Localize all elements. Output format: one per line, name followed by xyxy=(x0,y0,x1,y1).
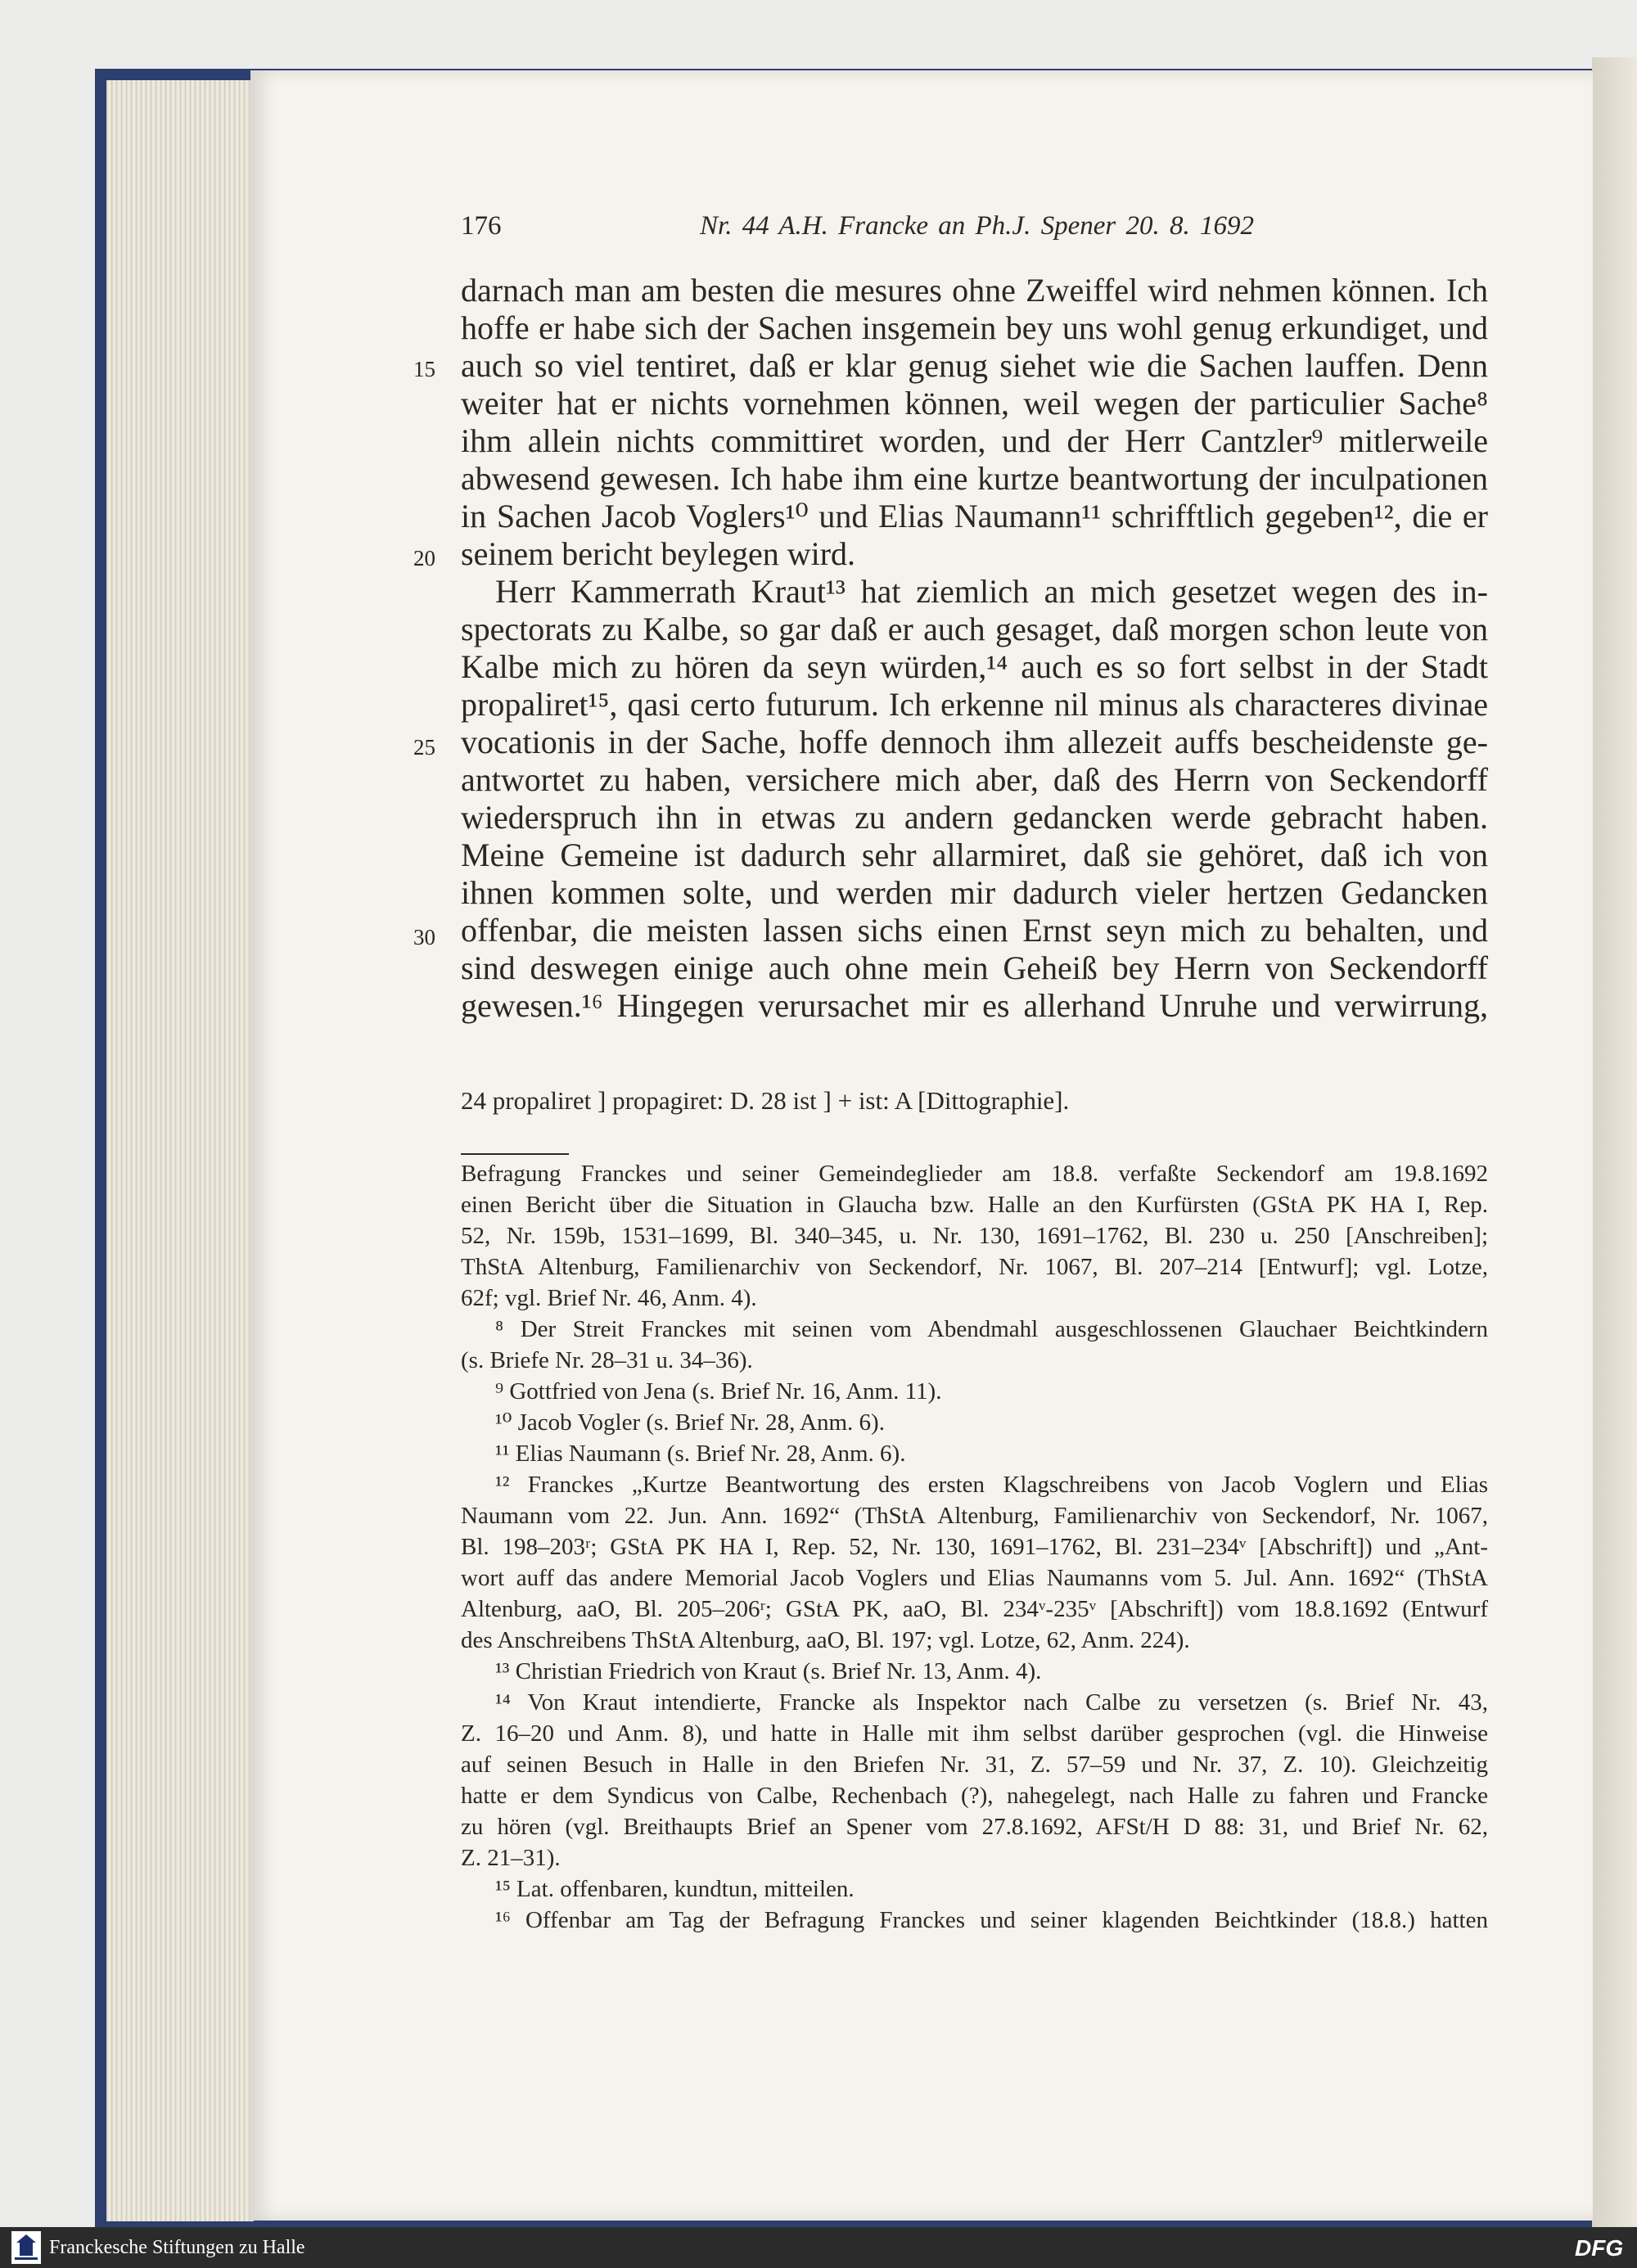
footnote-line: Altenburg, aaO, Bl. 205–206ʳ; GStA PK, aaO, Bl. 234ᵛ-235ᵛ [Abschrift]) vom 18.8.1692 (Entwurf xyxy=(461,1596,1488,1622)
footnote-8: ⁸ Der Streit Franckes mit seinen vom Abendmahl ausgeschlossenen Glauchaer Beichtkindern xyxy=(495,1316,1488,1342)
line-number: 25 xyxy=(413,735,435,760)
critical-apparatus: 24 propaliret ] propagiret: D. 28 ist ] + ist: A [Dittographie]. xyxy=(461,1086,1070,1115)
running-title: Nr. 44 A.H. Francke an Ph.J. Spener 20. 8. 1692 xyxy=(700,211,1254,241)
footnote-rule xyxy=(461,1153,569,1155)
dfg-logo[interactable]: DFG xyxy=(1575,2235,1624,2261)
body-line: vocationis in der Sache, hoffe dennoch ihm allezeit auffs bescheidenste ge- xyxy=(461,724,1488,760)
footnote-line: wort auff das andere Memorial Jacob Voglers und Elias Naumanns vom 5. Jul. Ann. 1692“ (ThStA xyxy=(461,1565,1488,1591)
body-line: propaliret¹⁵, qasi certo futurum. Ich erkenne nil minus als characteres divinae xyxy=(461,686,1488,723)
footnote-14: ¹⁴ Von Kraut intendierte, Francke als Inspektor nach Calbe zu versetzen (s. Brief Nr. 43, xyxy=(495,1689,1488,1716)
body-line: Meine Gemeine ist dadurch sehr allarmiret, daß sie gehöret, daß ich von xyxy=(461,836,1488,873)
facing-page-edge xyxy=(1592,57,1637,2227)
body-line: ihnen kommen solte, und werden mir dadurch vieler hertzen Gedancken xyxy=(461,874,1488,911)
institution-logo-icon xyxy=(11,2231,41,2264)
footnote-13: ¹³ Christian Friedrich von Kraut (s. Brief Nr. 13, Anm. 4). xyxy=(495,1658,1042,1684)
body-line: antwortet zu haben, versichere mich aber, daß des Herrn von Seckendorff xyxy=(461,761,1488,798)
footnote-12: ¹² Franckes „Kurtze Beantwortung des ersten Klagschreibens von Jacob Voglern und Elias xyxy=(495,1472,1488,1498)
institution-name[interactable]: Franckesche Stiftungen zu Halle xyxy=(49,2237,305,2258)
body-line: sind deswegen einige auch ohne mein Geheiß bey Herrn von Seckendorff xyxy=(461,949,1488,986)
footnote-line: einen Bericht über die Situation in Glaucha bzw. Halle an den Kurfürsten (GStA PK HA I, Rep. xyxy=(461,1192,1488,1218)
footnote-line: ThStA Altenburg, Familienarchiv von Seckendorf, Nr. 1067, Bl. 207–214 [Entwurf]; vgl. Lotze, xyxy=(461,1254,1488,1280)
footnote-line: Z. 21–31). xyxy=(461,1845,561,1871)
footnote-line: Naumann vom 22. Jun. Ann. 1692“ (ThStA Altenburg, Familienarchiv von Seckendorf, Nr. 1067, xyxy=(461,1503,1488,1529)
page-number: 176 xyxy=(461,211,502,241)
footnote-line: Bl. 198–203ʳ; GStA PK HA I, Rep. 52, Nr. 130, 1691–1762, Bl. 231–234ᵛ [Abschrift]) und „Ant- xyxy=(461,1534,1488,1560)
line-number: 15 xyxy=(413,357,435,381)
body-line: in Sachen Jacob Voglers¹⁰ und Elias Naumann¹¹ schrifftlich gegeben¹², die er xyxy=(461,498,1488,534)
footnote-11: ¹¹ Elias Naumann (s. Brief Nr. 28, Anm. 6). xyxy=(495,1441,906,1467)
body-line: auch so viel tentiret, daß er klar genug siehet wie die Sachen lauffen. Denn xyxy=(461,347,1488,384)
body-line: weiter hat er nichts vornehmen können, weil wegen der particulier Sache⁸ xyxy=(461,385,1488,422)
footnote-line: 62f; vgl. Brief Nr. 46, Anm. 4). xyxy=(461,1285,757,1311)
body-line: Kalbe mich zu hören da seyn würden,¹⁴ auch es so fort selbst in der Stadt xyxy=(461,648,1488,685)
footnote-16: ¹⁶ Offenbar am Tag der Befragung Franckes und seiner klagenden Beichtkinder (18.8.) hatten xyxy=(495,1907,1488,1933)
footnote-line: Z. 16–20 und Anm. 8), und hatte in Halle mit ihm selbst darüber gesprochen (vgl. die Hinweise xyxy=(461,1720,1488,1747)
body-line-indented: Herr Kammerrath Kraut¹³ hat ziemlich an mich gesetzet wegen des in- xyxy=(495,573,1488,610)
footnote-10: ¹⁰ Jacob Vogler (s. Brief Nr. 28, Anm. 6). xyxy=(495,1409,885,1436)
line-number: 20 xyxy=(413,546,435,570)
body-line: ihm allein nichts committiret worden, und der Herr Cantzler⁹ mitlerweile xyxy=(461,422,1488,459)
footnote-line: auf seinen Besuch in Halle in den Briefen Nr. 31, Z. 57–59 und Nr. 37, Z. 10). Gleichzeitig xyxy=(461,1752,1488,1778)
body-line: spectorats zu Kalbe, so gar daß er auch gesaget, daß morgen schon leute von xyxy=(461,611,1488,647)
footnote-9: ⁹ Gottfried von Jena (s. Brief Nr. 16, Anm. 11). xyxy=(495,1378,942,1405)
footnote-line: hatte er dem Syndicus von Calbe, Rechenbach (?), nahegelegt, nach Halle zu fahren und Francke xyxy=(461,1783,1488,1809)
body-line: wiederspruch ihn in etwas zu andern gedancken werde gebracht haben. xyxy=(461,799,1488,836)
footnote-15: ¹⁵ Lat. offenbaren, kundtun, mitteilen. xyxy=(495,1876,855,1902)
footnote-line: des Anschreibens ThStA Altenburg, aaO, Bl. 197; vgl. Lotze, 62, Anm. 224). xyxy=(461,1627,1190,1653)
footnote-line: (s. Briefe Nr. 28–31 u. 34–36). xyxy=(461,1347,753,1373)
line-number: 30 xyxy=(413,925,435,949)
body-line: darnach man am besten die mesures ohne Zweiffel wird nehmen können. Ich xyxy=(461,272,1488,309)
body-line: gewesen.¹⁶ Hingegen verursachet mir es allerhand Unruhe und verwirrung, xyxy=(461,987,1488,1024)
page-edges xyxy=(106,80,254,2221)
footnote-line: 52, Nr. 159b, 1531–1699, Bl. 340–345, u. Nr. 130, 1691–1762, Bl. 230 u. 250 [Anschreiben]; xyxy=(461,1223,1488,1249)
body-line: seinem bericht beylegen wird. xyxy=(461,535,856,572)
body-line: abwesend gewesen. Ich habe ihm eine kurtze beantwortung der inculpationen xyxy=(461,460,1488,497)
footnote-line: zu hören (vgl. Breithaupts Brief an Spener vom 27.8.1692, AFSt/H D 88: 31, und Brief Nr. 62, xyxy=(461,1814,1488,1840)
footnote-line: Befragung Franckes und seiner Gemeindeglieder am 18.8. verfaßte Seckendorf am 19.8.1692 xyxy=(461,1161,1488,1187)
body-line: hoffe er habe sich der Sachen insgemein bey uns wohl genug erkundiget, und xyxy=(461,309,1488,346)
body-line: offenbar, die meisten lassen sichs einen Ernst seyn mich zu behalten, und xyxy=(461,912,1488,949)
